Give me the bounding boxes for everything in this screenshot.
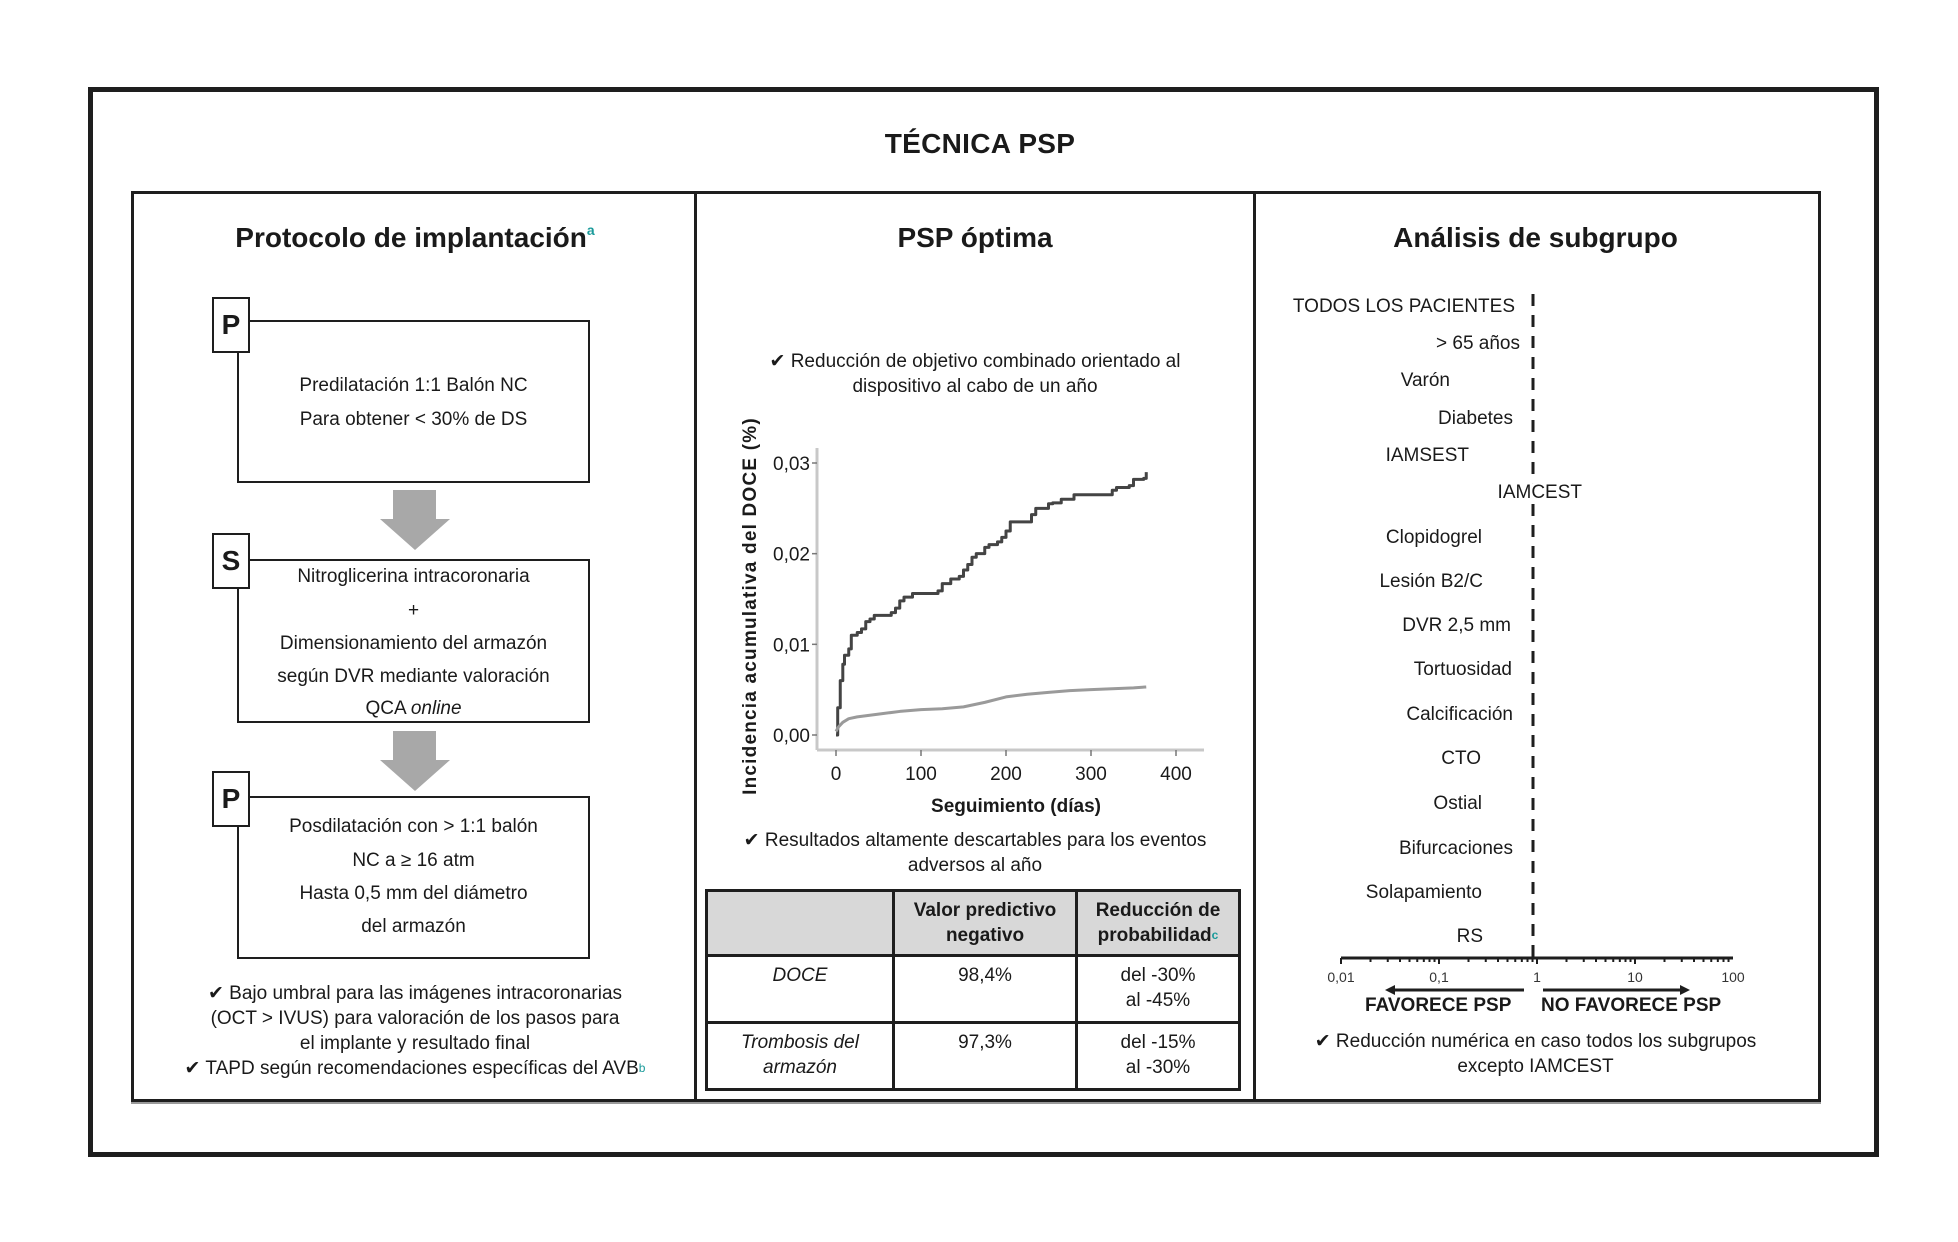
chart-ticks xyxy=(773,454,1192,785)
subgroup-label: DVR 2,5 mm xyxy=(1402,615,1511,636)
predictive-value-table xyxy=(705,889,1241,1091)
panel-divider-1 xyxy=(694,191,697,1102)
protocol-heading-text: Protocolo de implantación xyxy=(235,222,587,253)
step-line: según DVR mediante valoración xyxy=(277,666,550,687)
step-tag-p: P xyxy=(212,297,250,353)
note-line: ✔ Bajo umbral para las imágenes intracoronarias xyxy=(207,983,623,1004)
step-postdilatation-box xyxy=(237,796,590,959)
footnote-marker-c: c xyxy=(1211,928,1219,942)
row-npv: 97,3% xyxy=(894,1023,1077,1090)
header-line: Valor predictivo xyxy=(913,900,1057,921)
chart-x-axis-label: Seguimiento (días) xyxy=(931,796,1101,817)
subgroup-heading: Análisis de subgrupo xyxy=(1393,222,1678,253)
subgroup-label: CTO xyxy=(1441,748,1481,769)
step-predilatation-box xyxy=(237,320,590,483)
step-line: + xyxy=(407,600,420,621)
subgroup-label: Tortuosidad xyxy=(1413,659,1512,680)
favors-right-arrow-icon-head xyxy=(1680,985,1690,995)
optimal-heading: PSP óptima xyxy=(897,222,1053,253)
step-line xyxy=(239,698,588,720)
x-tick-label: 200 xyxy=(990,764,1022,785)
favors-psp-label: FAVORECE PSP xyxy=(1365,995,1512,1016)
row-reduction xyxy=(1077,1023,1240,1090)
reduction-line: del -30% xyxy=(1120,965,1196,986)
note-line: excepto IAMCEST xyxy=(1457,1056,1614,1077)
chart-y-axis-label: Incidencia acumulativa del DOCE (%) xyxy=(740,417,761,795)
subgroup-label: Varón xyxy=(1400,370,1450,391)
note-line: dispositivo al cabo de un año xyxy=(852,376,1098,397)
favors-left-arrow-icon-head xyxy=(1385,985,1395,995)
log-axis-tick-label: 100 xyxy=(1721,969,1745,985)
x-tick-label: 300 xyxy=(1075,764,1107,785)
table-row xyxy=(707,1023,1240,1090)
log-axis-tick-label: 0,01 xyxy=(1327,969,1355,985)
step-line: Nitroglicerina intracoronaria xyxy=(297,566,530,587)
x-tick-label: 0 xyxy=(830,764,842,785)
row-reduction xyxy=(1077,956,1240,1023)
subgroup-label: IAMSEST xyxy=(1385,445,1469,466)
step-line: Dimensionamiento del armazón xyxy=(279,633,548,654)
step-line: Posdilatación con > 1:1 balón xyxy=(289,816,538,837)
optimal-note-2 xyxy=(697,828,1253,878)
footnote-marker-a: a xyxy=(586,222,595,238)
subgroup-note xyxy=(1256,1029,1815,1079)
label-line: Trombosis del xyxy=(741,1032,859,1053)
table-row xyxy=(707,956,1240,1023)
label-line: armazón xyxy=(763,1057,837,1078)
step-line-prefix: QCA xyxy=(365,698,411,719)
subgroup-label: TODOS LOS PACIENTES xyxy=(1292,296,1515,317)
note-line: (OCT > IVUS) para valoración de los pasos para xyxy=(210,1008,620,1029)
protocol-heading xyxy=(136,222,694,254)
header-line: Reducción de xyxy=(1095,900,1221,921)
log-axis-tick-label: 0,1 xyxy=(1429,969,1449,985)
optimal-note-1 xyxy=(697,349,1253,399)
step-line: del armazón xyxy=(361,916,466,937)
series-light-line xyxy=(836,687,1146,731)
step-line: NC a ≥ 16 atm xyxy=(352,850,475,871)
subgroup-label: Calcificación xyxy=(1406,704,1513,725)
y-tick-label: 0,03 xyxy=(773,454,810,475)
log-axis xyxy=(1327,958,1745,995)
table-header-row xyxy=(707,891,1240,956)
cumulative-incidence-chart xyxy=(730,410,1230,830)
down-arrow-icon xyxy=(378,490,452,552)
chart-axes xyxy=(817,448,1204,750)
subgroup-label: Ostial xyxy=(1433,793,1482,814)
step-line: Hasta 0,5 mm del diámetro xyxy=(299,883,528,904)
chart-series xyxy=(836,472,1146,735)
subgroup-label: Solapamiento xyxy=(1365,882,1482,903)
subgroup-label: Bifurcaciones xyxy=(1398,838,1513,859)
step-line: Para obtener < 30% de DS xyxy=(299,409,528,430)
reduction-line: al -45% xyxy=(1125,990,1191,1011)
figure-title: TÉCNICA PSP xyxy=(884,128,1076,159)
protocol-notes xyxy=(136,981,694,1081)
header-text: probabilidad xyxy=(1097,925,1212,946)
reduction-line: al -30% xyxy=(1125,1057,1191,1078)
subgroup-label: IAMCEST xyxy=(1497,482,1582,503)
subgroup-labels xyxy=(1293,296,1582,947)
step-sizing-box xyxy=(237,559,590,723)
subgroup-label: Clopidogrel xyxy=(1385,527,1482,548)
step-tag-s: S xyxy=(212,533,250,589)
row-label: DOCE xyxy=(707,956,894,1023)
note-line xyxy=(136,1056,694,1081)
step-line-italic: online xyxy=(410,698,462,719)
subgroup-label: > 65 años xyxy=(1436,333,1520,354)
step-line: Predilatación 1:1 Balón NC xyxy=(299,375,528,396)
not-favors-psp-label: NO FAVORECE PSP xyxy=(1541,995,1722,1016)
row-npv: 98,4% xyxy=(894,956,1077,1023)
forest-plot xyxy=(1256,280,1815,1000)
down-arrow-icon xyxy=(378,731,452,793)
step-tag-p: P xyxy=(212,771,250,827)
footnote-marker-b: b xyxy=(638,1061,646,1075)
y-tick-label: 0,02 xyxy=(773,544,810,566)
note-line: ✔ Reducción de objetivo combinado orientado al xyxy=(769,351,1181,372)
note-line: el implante y resultado final xyxy=(299,1033,531,1054)
series-dark-line xyxy=(836,472,1146,735)
x-tick-label: 100 xyxy=(905,764,937,785)
header-line: negativo xyxy=(945,925,1025,946)
note-text: ✔ TAPD según recomendaciones específicas del AVB xyxy=(184,1058,639,1079)
subgroup-label: RS xyxy=(1456,926,1483,947)
x-tick-label: 400 xyxy=(1160,764,1192,785)
header-line xyxy=(1082,923,1234,948)
subgroup-label: Diabetes xyxy=(1438,408,1513,429)
reduction-line: del -15% xyxy=(1120,1032,1196,1053)
subgroup-label: Lesión B2/C xyxy=(1379,571,1483,592)
y-tick-label: 0,00 xyxy=(773,726,810,747)
note-line: ✔ Resultados altamente descartables para los eventos xyxy=(743,830,1207,851)
row-label xyxy=(707,1023,894,1090)
table-header-empty xyxy=(707,891,894,956)
log-axis-tick-label: 1 xyxy=(1533,969,1541,985)
note-line: adversos al año xyxy=(907,855,1043,876)
table-header-npv xyxy=(894,891,1077,956)
log-axis-tick-label: 10 xyxy=(1627,969,1643,985)
table-header-reduction xyxy=(1077,891,1240,956)
y-tick-label: 0,01 xyxy=(773,635,810,657)
note-line: ✔ Reducción numérica en caso todos los subgrupos xyxy=(1314,1031,1757,1052)
